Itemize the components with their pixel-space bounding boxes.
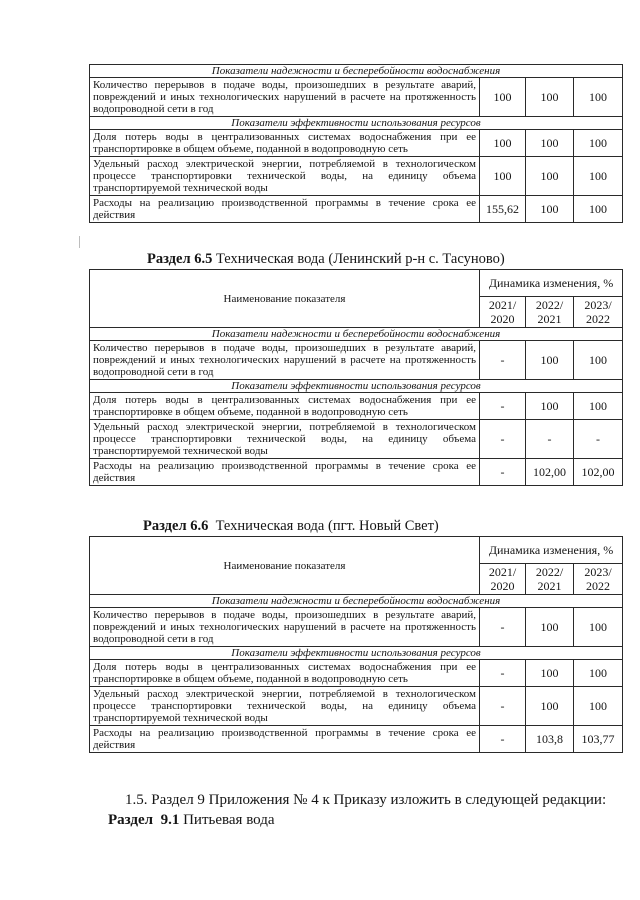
table-row: [90, 130, 623, 157]
indicator-name: Количество перерывов в подаче воды, произошедших в результате аварий, повреждений и иных технологических нарушений в расчете на протяженность водопроводной сети в год: [90, 608, 480, 647]
value-cell: -: [480, 420, 526, 459]
header-dynamics: Динамика изменения, %: [480, 537, 623, 564]
indicator-name: Удельный расход электрической энергии, потребляемой в технологическом процессе транспортировки технической воды, на единицу объема транспортируемой технической воды: [90, 420, 480, 459]
value-cell: 100: [526, 660, 574, 687]
table-row: [90, 393, 623, 420]
indicator-name: Доля потерь воды в централизованных системах водоснабжения при ее транспортировке в общем объеме, поданной в водопроводную сеть: [90, 393, 480, 420]
value-cell: 100: [526, 130, 574, 157]
indicator-name: Удельный расход электрической энергии, потребляемой в технологическом процессе транспортировки технической воды, на единицу объема транспортируемой технической воды: [90, 157, 480, 196]
indicator-name: Количество перерывов в подаче воды, произошедших в результате аварий, повреждений и иных технологических нарушений в расчете на протяженность водопроводной сети в год: [90, 341, 480, 380]
category-row: [90, 65, 623, 78]
value-cell: -: [480, 608, 526, 647]
section-number: Раздел 6.6: [143, 518, 209, 534]
category-reliability: Показатели надежности и бесперебойности водоснабжения: [90, 65, 623, 78]
category-row: [90, 117, 623, 130]
value-cell: -: [480, 459, 526, 486]
header-year: 2021/ 2020: [480, 564, 526, 595]
value-cell: 100: [526, 78, 574, 117]
value-cell: 100: [526, 608, 574, 647]
header-indicator-name: Наименование показателя: [90, 537, 480, 595]
value-cell: -: [480, 660, 526, 687]
value-cell: 100: [574, 196, 623, 223]
section-9-1-heading: [108, 812, 275, 829]
value-cell: -: [480, 341, 526, 380]
section-number: Раздел 9.1: [108, 812, 180, 828]
value-cell: 100: [526, 393, 574, 420]
section-6-6-title: [143, 518, 439, 535]
header-dynamics: Динамика изменения, %: [480, 270, 623, 297]
section-6-5-title: [147, 251, 505, 268]
indicator-name: Доля потерь воды в централизованных системах водоснабжения при ее транспортировке в общем объеме, поданной в водопроводную сеть: [90, 130, 480, 157]
indicator-name: Расходы на реализацию производственной программы в течение срока ее действия: [90, 459, 480, 486]
header-year: 2022/ 2021: [526, 297, 574, 328]
section-title-text: Техническая вода (Ленинский р-н с. Тасуново): [212, 251, 505, 267]
value-cell: -: [480, 726, 526, 753]
indicator-name: Удельный расход электрической энергии, потребляемой в технологическом процессе транспортировки технической воды, на единицу объема транспортируемой технической воды: [90, 687, 480, 726]
header-row: [90, 270, 623, 297]
value-cell: 100: [574, 608, 623, 647]
table-row: [90, 608, 623, 647]
category-reliability: Показатели надежности и бесперебойности водоснабжения: [90, 328, 623, 341]
category-efficiency: Показатели эффективности использования ресурсов: [90, 647, 623, 660]
header-year: 2023/ 2022: [574, 297, 623, 328]
value-cell: 100: [526, 687, 574, 726]
value-cell: 100: [526, 157, 574, 196]
section-number: Раздел 6.5: [147, 251, 213, 267]
value-cell: 100: [574, 78, 623, 117]
value-cell: 100: [574, 157, 623, 196]
value-cell: 100: [574, 660, 623, 687]
indicator-name: Количество перерывов в подаче воды, произошедших в результате аварий, повреждений и иных технологических нарушений в расчете на протяженность водопроводной сети в год: [90, 78, 480, 117]
category-row: [90, 595, 623, 608]
value-cell: -: [480, 687, 526, 726]
indicator-name: Расходы на реализацию производственной программы в течение срока ее действия: [90, 196, 480, 223]
value-cell: -: [526, 420, 574, 459]
table-row: [90, 687, 623, 726]
table-section-6-5: [89, 269, 623, 486]
table-row: [90, 196, 623, 223]
section-title-text: Техническая вода (пгт. Новый Свет): [208, 518, 439, 534]
value-cell: 100: [480, 157, 526, 196]
value-cell: 100: [574, 130, 623, 157]
value-cell: 100: [480, 78, 526, 117]
table-row: [90, 459, 623, 486]
value-cell: 100: [480, 130, 526, 157]
category-row: [90, 328, 623, 341]
value-cell: 100: [574, 341, 623, 380]
value-cell: 100: [574, 687, 623, 726]
table-row: [90, 420, 623, 459]
value-cell: 155,62: [480, 196, 526, 223]
category-efficiency: Показатели эффективности использования ресурсов: [90, 117, 623, 130]
value-cell: -: [574, 420, 623, 459]
indicator-name: Доля потерь воды в централизованных системах водоснабжения при ее транспортировке в общем объеме, поданной в водопроводную сеть: [90, 660, 480, 687]
value-cell: 100: [526, 341, 574, 380]
amendment-paragraph: 1.5. Раздел 9 Приложения № 4 к Приказу изложить в следующей редакции:: [125, 792, 607, 808]
section-title-text: Питьевая вода: [179, 812, 275, 828]
header-row: [90, 537, 623, 564]
table-top: [89, 64, 623, 223]
category-row: [90, 380, 623, 393]
indicator-name: Расходы на реализацию производственной программы в течение срока ее действия: [90, 726, 480, 753]
header-year: 2022/ 2021: [526, 564, 574, 595]
value-cell: -: [480, 393, 526, 420]
table-row: [90, 726, 623, 753]
value-cell: 102,00: [526, 459, 574, 486]
value-cell: 103,8: [526, 726, 574, 753]
table-row: [90, 341, 623, 380]
header-year: 2023/ 2022: [574, 564, 623, 595]
category-reliability: Показатели надежности и бесперебойности водоснабжения: [90, 595, 623, 608]
header-indicator-name: Наименование показателя: [90, 270, 480, 328]
table-row: [90, 78, 623, 117]
table-section-6-6: [89, 536, 623, 753]
value-cell: 102,00: [574, 459, 623, 486]
header-year: 2021/ 2020: [480, 297, 526, 328]
value-cell: 100: [526, 196, 574, 223]
table-row: [90, 157, 623, 196]
category-row: [90, 647, 623, 660]
table-row: [90, 660, 623, 687]
category-efficiency: Показатели эффективности использования ресурсов: [90, 380, 623, 393]
value-cell: 100: [574, 393, 623, 420]
value-cell: 103,77: [574, 726, 623, 753]
scan-margin-mark: [79, 236, 80, 248]
